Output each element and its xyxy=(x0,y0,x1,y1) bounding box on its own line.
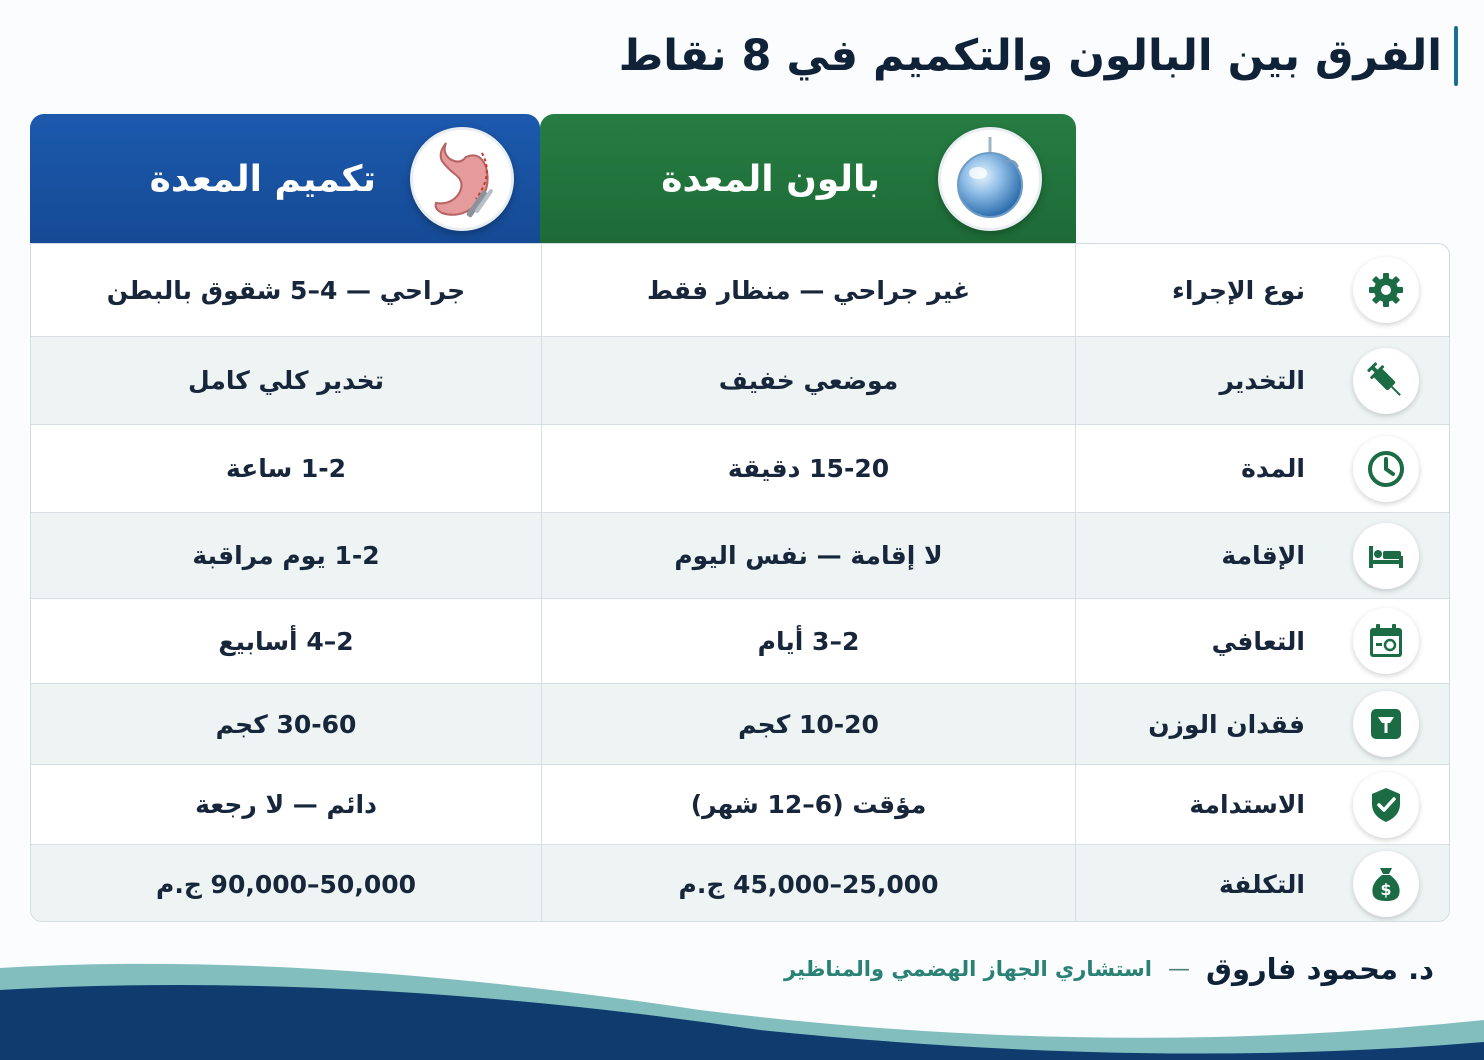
balloon-cell: مؤقت (6–12 شهر) xyxy=(541,765,1076,844)
comparison-table xyxy=(30,243,1450,922)
balloon-cell: 2–3 أيام xyxy=(541,599,1076,683)
footer-separator: — xyxy=(1168,956,1191,982)
shield-check-icon xyxy=(1353,772,1419,838)
table-row xyxy=(31,425,1450,513)
row-label: المدة xyxy=(1241,454,1305,483)
row-label: التخدير xyxy=(1219,366,1305,395)
balloon-column-header xyxy=(540,114,1076,244)
table-row xyxy=(31,845,1450,922)
syringe-icon xyxy=(1353,348,1419,414)
balloon-cell: 10-20 كجم xyxy=(541,684,1076,764)
gear-icon xyxy=(1353,257,1419,323)
balloon-cell: 15-20 دقيقة xyxy=(541,425,1076,512)
row-label: نوع الإجراء xyxy=(1172,275,1305,305)
row-label: فقدان الوزن xyxy=(1148,709,1305,739)
balloon-cell: لا إقامة — نفس اليوم xyxy=(541,513,1076,598)
sleeve-cell: 50,000–90,000 ج.م xyxy=(156,869,417,899)
row-label: التكلفة xyxy=(1218,869,1305,899)
sleeve-cell: تخدير كلي كامل xyxy=(188,366,384,395)
balloon-cell: موضعي خفيف xyxy=(541,337,1076,424)
row-label: الإقامة xyxy=(1221,541,1305,570)
table-row xyxy=(31,599,1450,684)
balloon-column-title: بالون المعدة xyxy=(661,158,880,200)
table-row xyxy=(31,684,1450,765)
sleeve-cell: 2–4 أسابيع xyxy=(218,626,354,656)
sleeve-cell: دائم — لا رجعة xyxy=(195,790,377,819)
title-accent-bar xyxy=(1454,26,1458,86)
balloon-icon xyxy=(938,127,1042,231)
table-row xyxy=(31,337,1450,425)
clock-icon xyxy=(1353,436,1419,502)
money-bag-icon xyxy=(1353,851,1419,917)
doctor-title: استشاري الجهاز الهضمي والمناظير xyxy=(783,957,1153,981)
page-title xyxy=(619,26,1458,86)
sleeve-column-header xyxy=(30,114,540,244)
footer-credit xyxy=(784,952,1434,986)
balloon-cell: غير جراحي — منظار فقط xyxy=(541,244,1076,336)
table-row xyxy=(31,244,1450,337)
scale-icon xyxy=(1353,691,1419,757)
calendar-icon xyxy=(1353,608,1419,674)
sleeve-cell: 1-2 ساعة xyxy=(225,454,347,483)
sleeve-cell: جراحي — 4–5 شقوق بالبطن xyxy=(106,275,466,305)
sleeve-cell: 1-2 يوم مراقبة xyxy=(192,541,380,570)
bed-icon xyxy=(1353,523,1419,589)
balloon-cell: 25,000–45,000 ج.م xyxy=(541,845,1076,922)
row-label: الاستدامة xyxy=(1189,790,1305,819)
svg-text:$: $ xyxy=(1380,880,1392,899)
sleeve-cell: 30-60 كجم xyxy=(215,709,357,739)
table-row xyxy=(31,513,1450,599)
page-title-text: الفرق بين البالون والتكميم في 8 نقاط xyxy=(618,31,1442,81)
table-row xyxy=(31,765,1450,845)
row-label: التعافي xyxy=(1211,626,1305,656)
sleeve-column-title: تكميم المعدة xyxy=(149,158,376,200)
stomach-icon xyxy=(410,127,514,231)
doctor-name: د. محمود فاروق xyxy=(1206,952,1434,986)
